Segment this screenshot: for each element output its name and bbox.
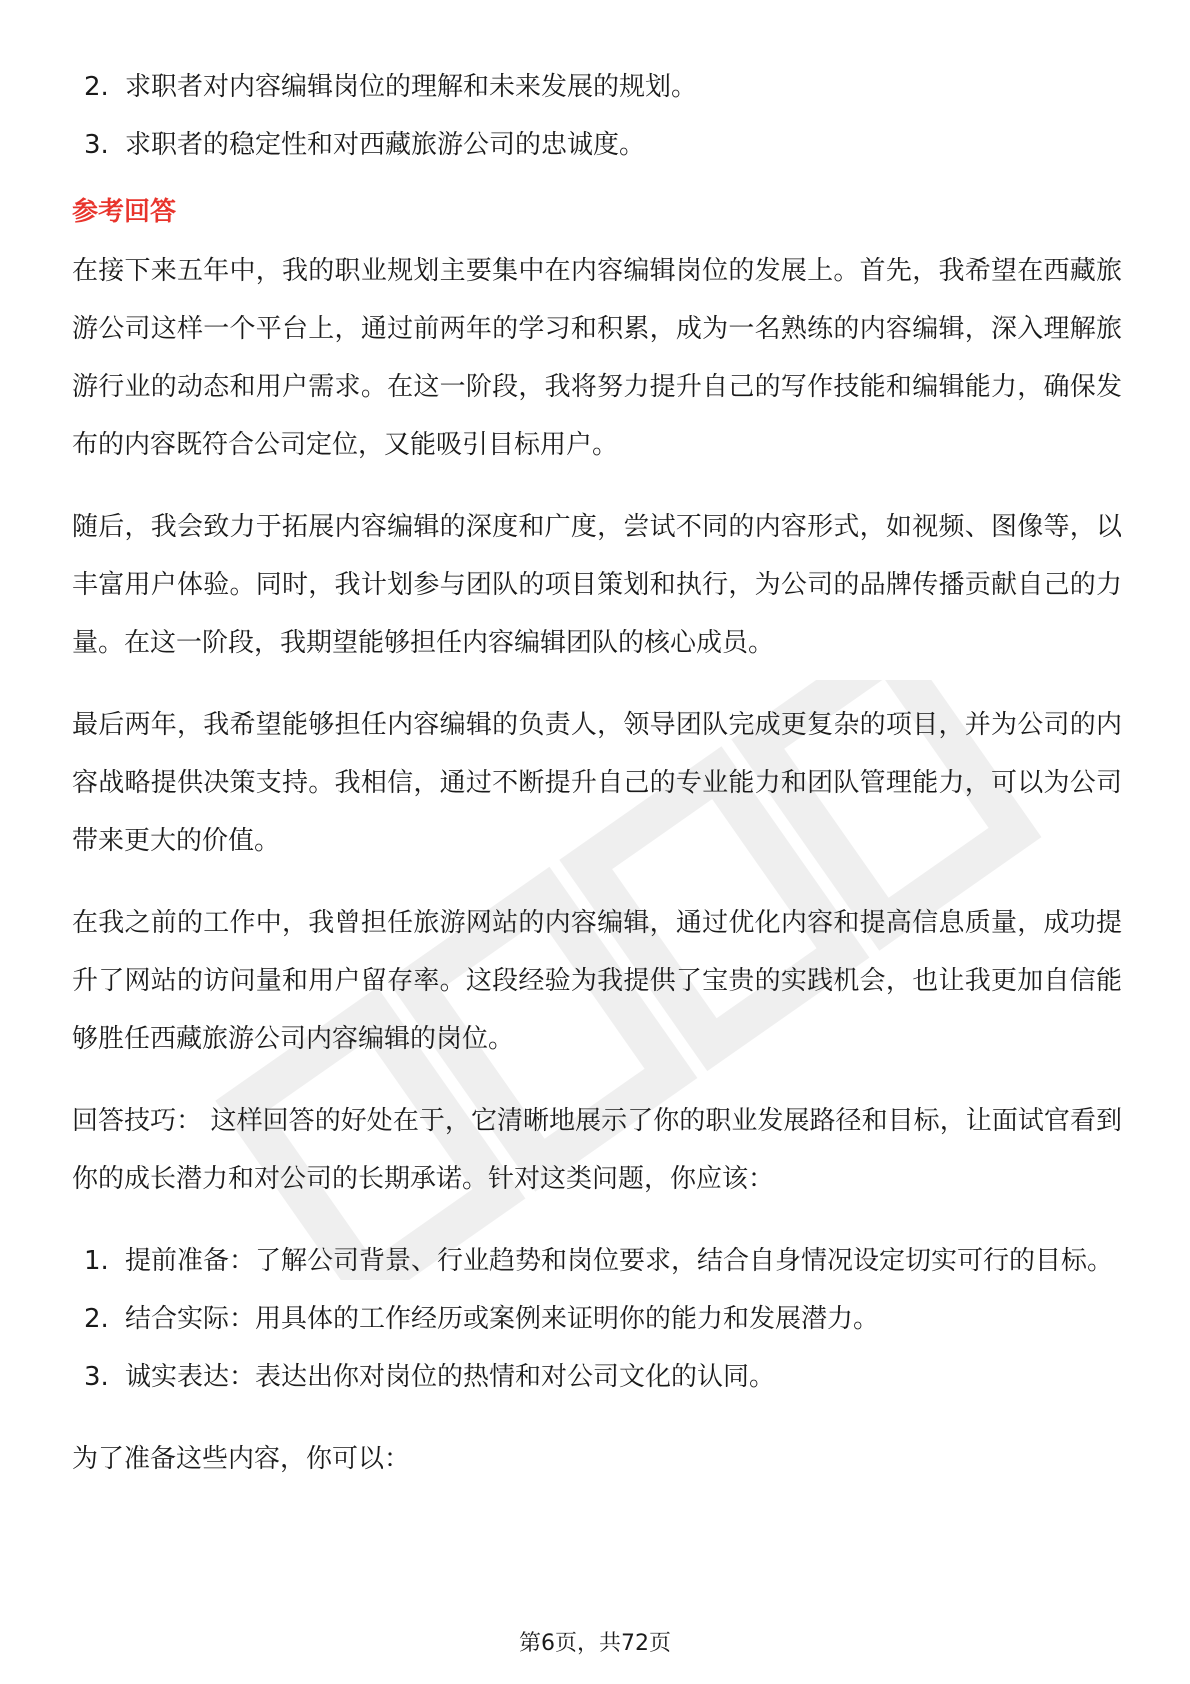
- page-number-footer: 第6页，共72页: [519, 1631, 671, 1656]
- list-item: [72, 58, 1122, 116]
- list-item: [72, 1232, 1122, 1290]
- paragraph: 最后两年，我希望能够担任内容编辑的负责人，领导团队完成更复杂的项目，并为公司的内容战略提供决策支持。我相信，通过不断提升自己的专业能力和团队管理能力，可以为公司带来更大的价值。: [72, 710, 1122, 856]
- list-item: [72, 1348, 1122, 1406]
- top-numbered-list: [72, 58, 1122, 174]
- paragraph: 在接下来五年中，我的职业规划主要集中在内容编辑岗位的发展上。首先，我希望在西藏旅游公司这样一个平台上，通过前两年的学习和积累，成为一名熟练的内容编辑，深入理解旅游行业的动态和用户需求。在这一阶段，我将努力提升自己的写作技能和编辑能力，确保发布的内容既符合公司定位，又能吸引目标用户。: [72, 256, 1122, 460]
- document-page: [72, 58, 1122, 1488]
- list-item: [72, 116, 1122, 174]
- paragraph: 在我之前的工作中，我曾担任旅游网站的内容编辑，通过优化内容和提高信息质量，成功提升了网站的访问量和用户留存率。这段经验为我提供了宝贵的实践机会，也让我更加自信能够胜任西藏旅游公司内容编辑的岗位。: [72, 908, 1122, 1054]
- list-text: 求职者的稳定性和对西藏旅游公司的忠诚度。: [125, 130, 646, 160]
- list-text: 求职者对内容编辑岗位的理解和未来发展的规划。: [125, 72, 698, 102]
- list-item: [72, 1290, 1122, 1348]
- tips-numbered-list: [72, 1232, 1122, 1406]
- list-number: 2.: [84, 1304, 109, 1334]
- list-number: 3.: [84, 1362, 109, 1392]
- paragraph: 随后，我会致力于拓展内容编辑的深度和广度，尝试不同的内容形式，如视频、图像等，以丰富用户体验。同时，我计划参与团队的项目策划和执行，为公司的品牌传播贡献自己的力量。在这一阶段，我期望能够担任内容编辑团队的核心成员。: [72, 512, 1122, 658]
- list-text: 提前准备：了解公司背景、行业趋势和岗位要求，结合自身情况设定切实可行的目标。: [125, 1246, 1114, 1276]
- list-number: 2.: [84, 72, 109, 102]
- tips-paragraph: 回答技巧： 这样回答的好处在于，它清晰地展示了你的职业发展路径和目标，让面试官看到你的成长潜力和对公司的长期承诺。针对这类问题，你应该：: [72, 1106, 1122, 1194]
- list-text: 诚实表达：表达出你对岗位的热情和对公司文化的认同。: [125, 1362, 776, 1392]
- list-text: 结合实际：用具体的工作经历或案例来证明你的能力和发展潜力。: [125, 1304, 880, 1334]
- list-number: 1.: [84, 1246, 109, 1276]
- section-heading: 参考回答: [72, 197, 177, 227]
- closing-paragraph: 为了准备这些内容，你可以：: [72, 1444, 411, 1474]
- list-number: 3.: [84, 130, 109, 160]
